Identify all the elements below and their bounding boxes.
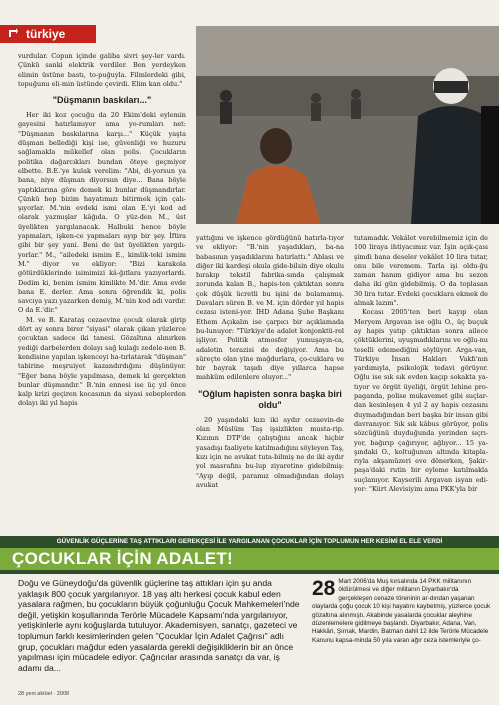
column-1-paragraph: M. ve B. Karataş cezaevine çocuk olarak girip dört ay sonra birer "siyasi" olarak çıkan yüzlerce çocuktan sadece iki tanesi. Gözaltına alınırken yediği darbelerden dolayı sağ kulağı zedele-nen B. kendisine yapılan işkenceyi ha-tırlatarak "düşman" tabirine meşruiyet kazandırdığını düşünüyor. "Eğer bana böyle yapılmasa, demek ki gerçekten bunlar düşmandır." B.'nin ennesi ise üç yıl önce kalp krizi geçiren kocasının da siyasi sebeplerden dolayı iki yıl hapis (18, 315, 186, 408)
news-photo (196, 26, 499, 224)
subheading-dusmanin-baskilari: "Düşmanın baskıları..." (52, 95, 152, 106)
section-arrow-icon (8, 28, 18, 38)
box-lead-text: Doğu ve Güneydoğu'da güvenlik güçlerine taş attıkları için şu anda yaklaşık 800 çocuk yargılanıyor. 18 yaş altı herkesi çocuk kabul eden yasalara rağmen, bu çocukların büyük çoğunluğu Çocuk Mahkemeleri'nde değil, yetişkin koşullarında Terörle Mücadele Kapsamı'nda yargılanıyor, yetişkinlerle aynı koğuşlarda tutuluyor. Akademisyen, sanatçı, gazeteci ve toplumun farklı kesimlerinden gelen "Çocuklar İçin Adalet Çağrısı" adlı grup, çocukları mağdur eden yasalarda gerekli değişikliklerin bir an önce yapılması için mücadele ediyor. Çağrıcılar arasında sanatçı da var, iş adamı da... (18, 578, 300, 673)
column-1-paragraph: Her iki koz çocuğu da 20 Ekim'deki eylemin gayesini hatırlamıyor ama yo-rumları net: "Düşmanın baskılarına karşı..." Küçük yaşta düşman bellediği kişi ise, güvenliği ve huzuru sağlamakla mükellef olan polis. Çocukların politika dağarcıkları bundan öteye geçmiyor elbette. B.E.'ye kulak verelim: "Abi, di-yorsun ya bana, niye düşman diyorsun diye... Bana böyle yaptıklarına göre demek ki bunlar düşmandırlar. Çünkü hep bizim hayatımızı bitirmek için çalı-şıyorlar. M.'nin evdeki ismi olan E.'yi kod ad olarak yazmışlar kâğıda. O yüz-den M., üst üyelikten yargılanacak. Halbuki hence böyle yapmaları, işken-ce yapmaları ayıp bir şey. İftira gibi bir şey yani. Beni de üst üyelikten yargılı-yorlar." M., "ailedeki ismim E., kimlik-teki ismim M." diyor ve ekliyor: "Bizi karakola götürdüklerinde isimimizi kâ-ğıtlara yazıyorlardı. Dedim ki, benim ismim kimlikte M.'dir. Ama evde bana E. derler. Ama sonra öğrendik ki, polis savcıya yazı yazarken demiş, M.'nin kod adı vardır. O da E.'dir." (18, 111, 186, 315)
dropcap: 28 (312, 577, 336, 600)
article-column-3 (354, 234, 488, 494)
column-3-paragraph: Kocası 2005'ten beri kayıp olan Meryem Argavan ise oğlu O., üç buçuk ay hapis yatıp çıktıktan sonra ailece çöktüklerini, uyuşmadıklarını ve oğlu-nu teselli edemediğini söylüyor. Arga-van, Türkiye İnsan Hakları Vakfı'nın yardımıyla, psikolojik tedavi görüyor. Oğlu ise sık sık evden kaçıp sokakta ya-tıyor ve örgüt üyeliği, örgüt lehine pro-paganda, polise mukavemet gibi suçlar-dan kesinleşen 4 yıl 2 ay hapis cezasını duymadığından beri başka bir insan gibi davranıyor. Sık sık kâbus görüyor, polis sözcüğünü duyduğunda yerinden sıçrı-yor, bağırıp çağırıyor, ağlıyor... 15 ya-şındaki O., koltuğunun altında kitapla-rıyla akşamüzeri eve dönerken, Şakir-paşa'daki rutin bir eyleme katılmakla suçlanıyor. Kayserili Argavan isyan edi-yor: "Kürt Alevisiyim ama PKK'yla bir (354, 308, 488, 494)
section-label: türkiye (26, 27, 66, 41)
page-footer: 28 yeni aktüel · 2008 (18, 691, 70, 697)
box-sidebar-body: Mart 2006'da Muş kırsalında 14 PKK militanının öldürülmesi ve diğer militanın Diyarbakır'da gerçekleşen cenaze töreninin ar-dından yaşanan olaylarda çoğu çocuk 10 kişi hayatını kaybetmiş, yüzlerce çocuk gözaltına alınmıştı. Akabinde yasalarda çocuklar aleyhine düzenlemelere gidilmeye başlandı. Diyarbakır, Adana, Van, Hakkâri, Şırnak, Mardin, Batman dahil 12 ilde Terörle Mücadele Kanunu kapsa-minda 50 yıla varan ağır ceza istemleriyle ço- (312, 578, 491, 644)
column-3-paragraph: tutamadık. Vekâlet verebilmemiz için de 100 liraya ihtiyacımız var. İşin açık-çası şimdi bana deseler vekâlet 10 lira tutar, onu bile veremem. Tarla işi oldu-ğu zaman hanım gidiyor ama bu sezon daha iki gün gidebilmiş. O da toplasan 30 lira tutar. Evdeki çocuklara ekmek de almak lazım". (354, 234, 488, 308)
column-2-paragraph: yattığını ve işkence gördüğünü hatırla-tıyor ve ekliyor: "B.'nin yaşadıkları, ba-na babasının yaşadıklarını hatırlattı." Ablası ve diğer iki kardeşi okula gide-bilsin diye okulu bırakıp tekstil fabrika-sında çalışmak zorunda kalan B., hapis-ten çıktıktan sonra çok düşük ücretli bu işini de bulamamış. Davaları süren B. ve M. için dörder yıl hapis cezası isteni-yor. İHD Adana Şube Başkanı Ethem Açıkalın ise çarpıcı bir açıklamada bu-lunuyor: "Türkiye'de adalet konjonktü-rel işliyor. Politik atmosfer yumuşayın-ca, adaletin terazisi de değişiyor. Ama bu süreçte olan yine mağdurlara, ço-cuklara ve bir bayrak taşıdı diye yıllarca hapse mahkûm edilenlere oluyor..." (196, 234, 344, 382)
column-2-paragraph: 20 yaşındaki kızı iki aydır cezaevin-de olan Müslüm Taş işsizlikten musta-rip. Kızının DTP'de çalıştığını ancak hiçbir yasadışı faaliyete katılmadığını söyleyen Taş, kızı için ne avukat tuta-bilmiş ne de iki aydır yol masrafını bu-lup ziyaretine gidebilmiş: "Ayıp değil, paramız olmadığından dolayı avukat (196, 415, 344, 489)
banner-divider (0, 570, 499, 574)
article-column-2 (196, 234, 344, 490)
box-sidebar-text (312, 578, 492, 645)
banner-title: ÇOCUKLAR İÇİN ADALET! (12, 549, 233, 568)
section-tag (0, 25, 96, 43)
subheading-oglum-hapisten: "Oğlum hapisten sonra başka biri oldu" (198, 388, 342, 410)
photo-scene (196, 26, 499, 224)
article-column-1 (18, 52, 186, 409)
banner-strapline: GÜVENLİK GÜÇLERİNE TAŞ ATTIKLARI GEREKÇESİ İLE YARGILANAN ÇOCUKLAR İÇİN TOPLUMUN HER KESİMİ EL ELE VERDİ (0, 536, 499, 548)
column-1-intro: vurdular. Copun içinde galiba sivri şey-ler vardı. Çünkü sanki elektrik verdiler. Ben yerdeyken elimin üstüne bastı, to-puğuyla. Filmlerdeki gibi, topuğunu eli-min üstünde çevirdi. Elim kan oldu." (18, 52, 186, 88)
